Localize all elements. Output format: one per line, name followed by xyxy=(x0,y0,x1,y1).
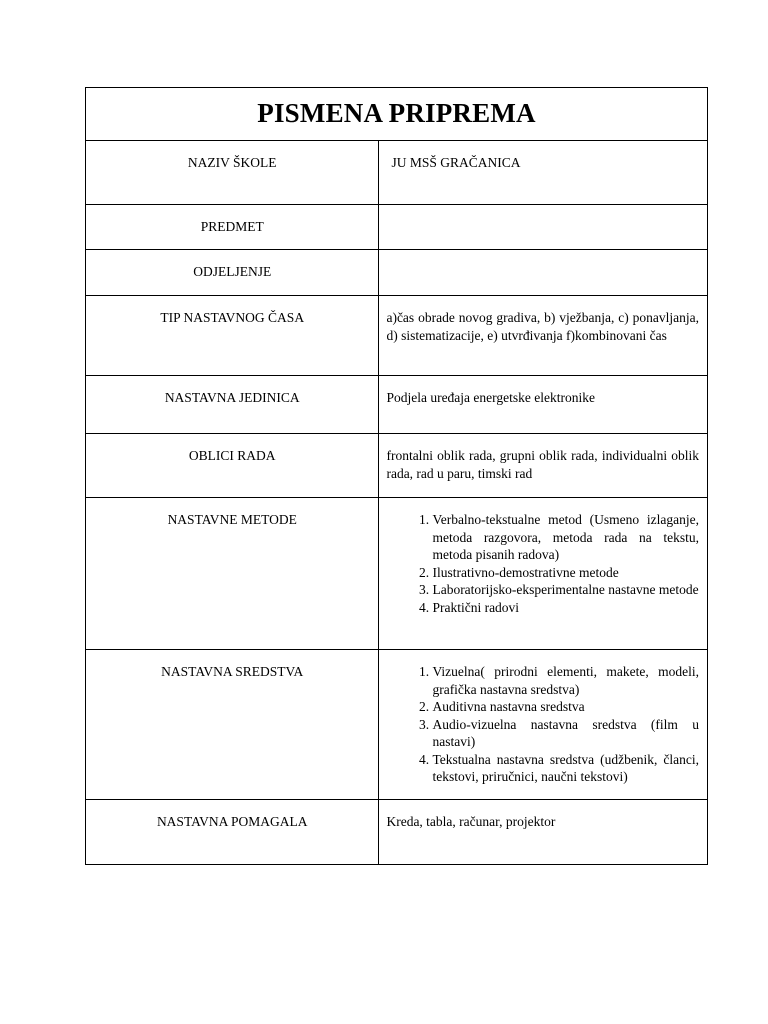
class-label: ODJELJENJE xyxy=(86,250,379,296)
lesson-type-label: TIP NASTAVNOG ČASA xyxy=(86,296,379,376)
row-class xyxy=(86,250,708,296)
school-label: NAZIV ŠKOLE xyxy=(86,141,379,205)
list-item: 3. Laboratorijsko-eksperimentalne nastavne metode xyxy=(432,581,699,599)
methods-label: NASTAVNE METODE xyxy=(86,498,379,650)
lesson-type-value: a)čas obrade novog gradiva, b) vježbanja, c) ponavljanja, d) sistematizacije, e) utvrđivanja f)kombinovani čas xyxy=(379,296,708,376)
aids-value: Kreda, tabla, računar, projektor xyxy=(379,800,708,865)
subject-label: PREDMET xyxy=(86,205,379,250)
work-forms-label: OBLICI RADA xyxy=(86,434,379,498)
row-subject xyxy=(86,205,708,250)
list-item: 3. Audio-vizuelna nastavna sredstva (film u nastavi) xyxy=(432,716,699,751)
unit-label: NASTAVNA JEDINICA xyxy=(86,376,379,434)
school-value: JU MSŠ GRAČANICA xyxy=(379,141,708,205)
row-school xyxy=(86,141,708,205)
class-value xyxy=(379,250,708,296)
list-item: 1. Vizuelna( prirodni elementi, makete, modeli, grafička nastavna sredstva) xyxy=(432,663,699,698)
resources-value xyxy=(379,650,708,800)
row-resources xyxy=(86,650,708,800)
list-item: 4. Praktični radovi xyxy=(432,599,699,617)
row-work-forms xyxy=(86,434,708,498)
resources-label: NASTAVNA SREDSTVA xyxy=(86,650,379,800)
list-item: 4. Tekstualna nastavna sredstva (udžbenik, članci, tekstovi, priručnici, naučni tekstovi) xyxy=(432,751,699,786)
title-row xyxy=(86,88,708,141)
document-title: PISMENA PRIPREMA xyxy=(86,88,708,141)
work-forms-value: frontalni oblik rada, grupni oblik rada, individualni oblik rada, rad u paru, timski rad xyxy=(379,434,708,498)
list-item: 2. Ilustrativno-demostrativne metode xyxy=(432,564,699,582)
row-lesson-type xyxy=(86,296,708,376)
list-item: 2. Auditivna nastavna sredstva xyxy=(432,698,699,716)
aids-label: NASTAVNA POMAGALA xyxy=(86,800,379,865)
row-unit xyxy=(86,376,708,434)
lesson-plan-table xyxy=(85,87,708,865)
row-aids xyxy=(86,800,708,865)
unit-value: Podjela uređaja energetske elektronike xyxy=(379,376,708,434)
list-item: 1. Verbalno-tekstualne metod (Usmeno izlaganje, metoda razgovora, metoda rada na tekstu, metoda pisanih radova) xyxy=(432,511,699,564)
subject-value xyxy=(379,205,708,250)
methods-list xyxy=(386,511,699,616)
resources-list xyxy=(386,663,699,786)
methods-value xyxy=(379,498,708,650)
row-methods xyxy=(86,498,708,650)
